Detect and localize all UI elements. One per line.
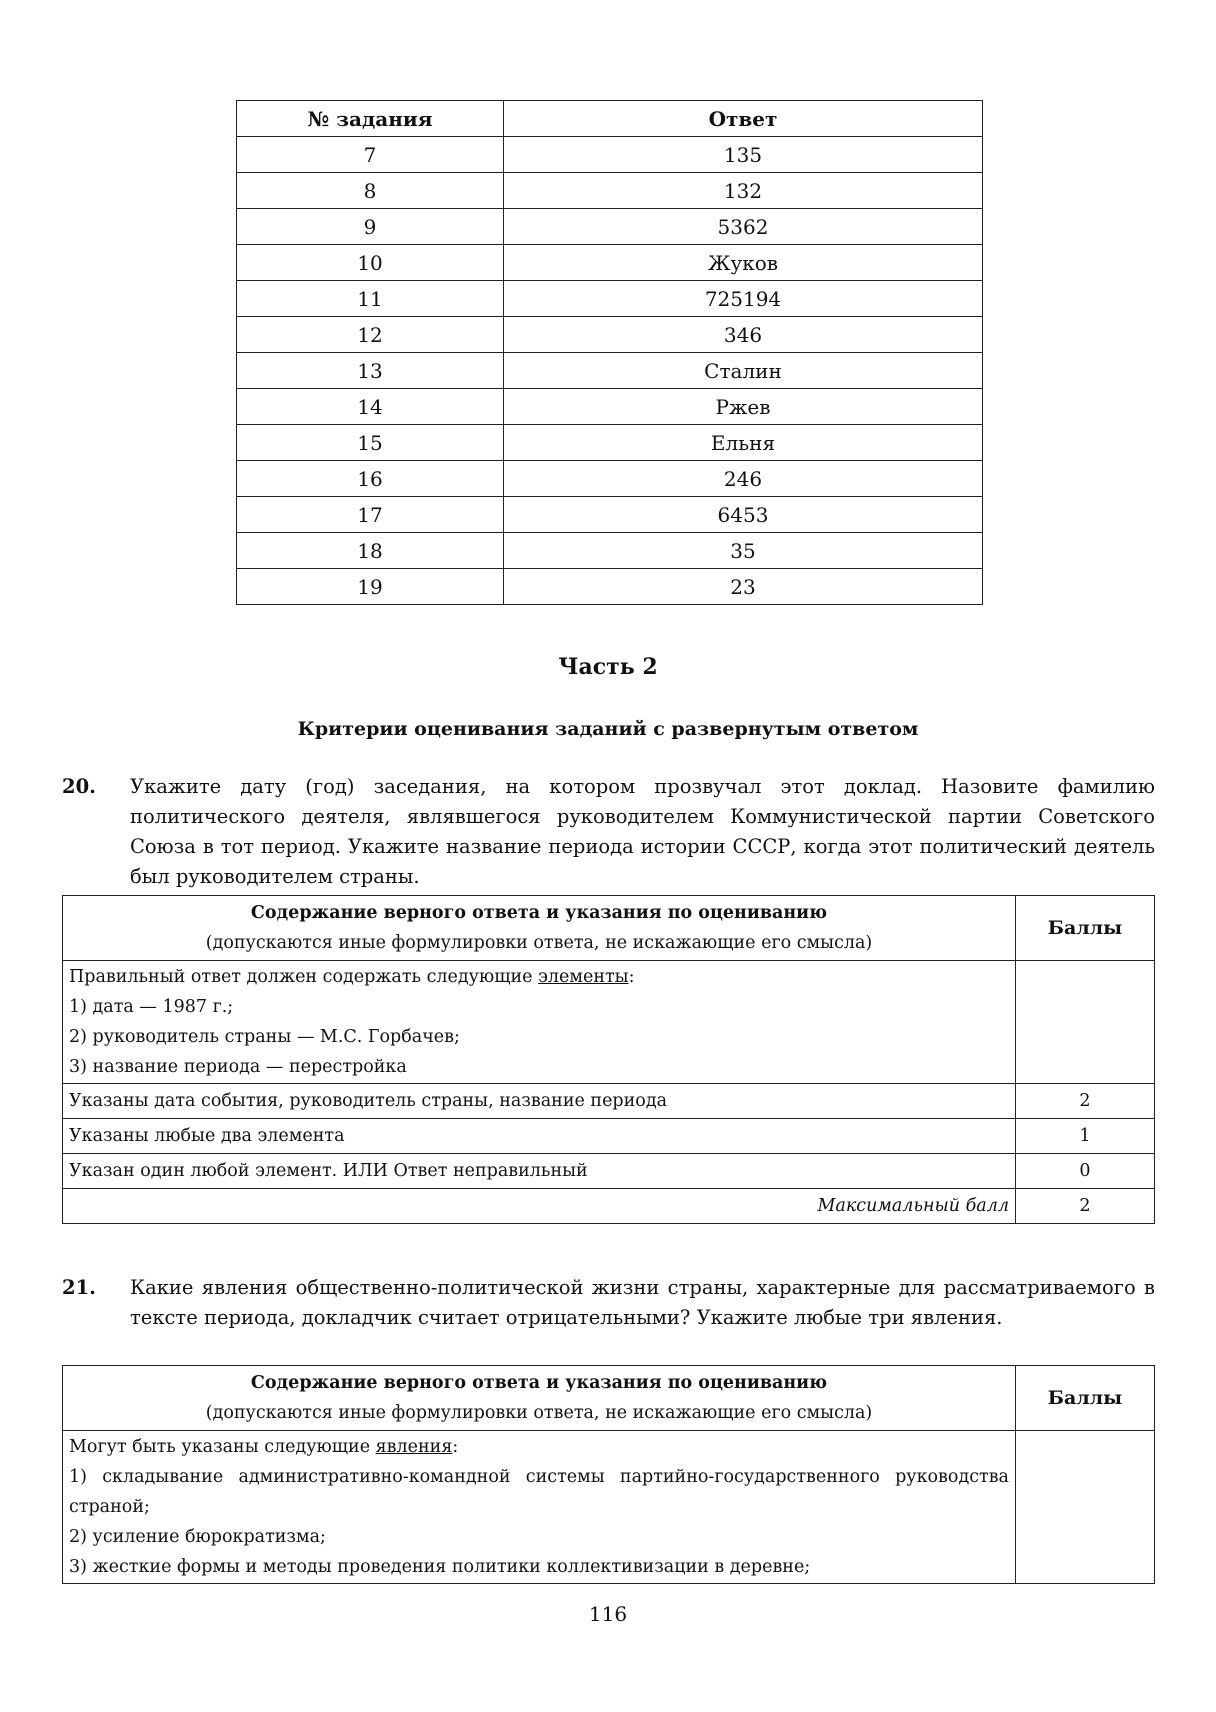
task-number-cell: 11 (237, 281, 504, 317)
table-header-row (237, 101, 983, 137)
answer-cell: Сталин (504, 353, 983, 389)
answer-cell: 135 (504, 137, 983, 173)
page-number: 116 (588, 1602, 628, 1626)
answer-phenomena (63, 1431, 1016, 1584)
table-row (237, 425, 983, 461)
answer-cell: 6453 (504, 497, 983, 533)
criteria-table-21 (62, 1365, 1155, 1584)
header-title: Содержание верного ответа и указания по оцениванию (250, 903, 828, 923)
task-21 (62, 1273, 1155, 1333)
scoring-row: Указаны любые два элемента 1 (63, 1119, 1155, 1154)
answer-cell: 132 (504, 173, 983, 209)
task-number-cell: 16 (237, 461, 504, 497)
task-number-cell: 12 (237, 317, 504, 353)
task-number-cell: 8 (237, 173, 504, 209)
task-text: Укажите дату (год) заседания, на котором прозвучал этот доклад. Назовите фамилию политического деятеля, являвшегося руководителем Коммунистической партии Советского Союза в тот период. Укажите название периода истории СССР, когда этот политический деятель был руководителем страны. (130, 775, 1155, 888)
task-number-cell: 10 (237, 245, 504, 281)
answer-cell: Ответ (504, 101, 983, 137)
table-row (237, 245, 983, 281)
answer-cell: Ельня (504, 425, 983, 461)
part-title: Часть 2 (558, 654, 658, 680)
scoring-row: Указаны дата события, руководитель страны, название периода 2 (63, 1084, 1155, 1119)
header-subtitle: (допускаются иные формулировки ответа, не искажающие его смысла) (205, 1403, 873, 1423)
answer-cell: 5362 (504, 209, 983, 245)
intro: Правильный ответ должен содержать следующие элементы: (69, 967, 635, 987)
answer-cell: 246 (504, 461, 983, 497)
task-number: 21. (62, 1276, 96, 1299)
element: 2) руководитель страны — М.С. Горбачев; (69, 1027, 460, 1047)
table-row (237, 497, 983, 533)
header-subtitle: (допускаются иные формулировки ответа, не искажающие его смысла) (205, 933, 873, 953)
task-number-cell: 13 (237, 353, 504, 389)
header-title: Содержание верного ответа и указания по оцениванию (250, 1373, 828, 1393)
table-row (237, 353, 983, 389)
answer-cell: Ржев (504, 389, 983, 425)
criteria-header (63, 896, 1016, 961)
table-row (237, 173, 983, 209)
task-number-cell: 7 (237, 137, 504, 173)
criteria-title: Критерии оценивания заданий с развернутым ответом (297, 718, 919, 740)
task-number-cell: 9 (237, 209, 504, 245)
intro: Могут быть указаны следующие явления: (69, 1437, 459, 1457)
table-row (237, 317, 983, 353)
table-row (237, 569, 983, 605)
answer-cell: 346 (504, 317, 983, 353)
points-header: Баллы (1016, 896, 1155, 961)
answer-elements (63, 961, 1016, 1084)
answer-cell: 23 (504, 569, 983, 605)
task-number-cell: 14 (237, 389, 504, 425)
element: 1) складывание административно-командной системы партийно-государственного руководства страной; (69, 1467, 1009, 1517)
task-number-cell: 18 (237, 533, 504, 569)
table-row (237, 389, 983, 425)
answers-table (236, 100, 983, 605)
task-number-cell: 15 (237, 425, 504, 461)
task-text: Какие явления общественно-политической жизни страны, характерные для рассматриваемого в тексте периода, докладчик считает отрицательными? Укажите любые три явления. (130, 1276, 1155, 1329)
element: 2) усиление бюрократизма; (69, 1527, 326, 1547)
table-row (237, 533, 983, 569)
answer-cell: Жуков (504, 245, 983, 281)
answer-cell: 35 (504, 533, 983, 569)
points-header: Баллы (1016, 1366, 1155, 1431)
table-row (237, 281, 983, 317)
criteria-header (63, 1366, 1016, 1431)
table-row (237, 137, 983, 173)
task-number: 20. (62, 775, 96, 798)
table-row (237, 209, 983, 245)
criteria-table-20 (62, 895, 1155, 1224)
task-number-cell: 17 (237, 497, 504, 533)
table-row (237, 461, 983, 497)
scoring-row: Указан один любой элемент. ИЛИ Ответ неправильный 0 (63, 1154, 1155, 1189)
task-number-cell: № задания (237, 101, 504, 137)
task-number-cell: 19 (237, 569, 504, 605)
max-score-row: Максимальный балл 2 (63, 1189, 1155, 1224)
element: 1) дата — 1987 г.; (69, 997, 234, 1017)
element: 3) название периода — перестройка (69, 1057, 407, 1077)
element: 3) жесткие формы и методы проведения политики коллективизации в деревне; (69, 1557, 811, 1577)
answer-cell: 725194 (504, 281, 983, 317)
task-20 (62, 772, 1155, 892)
